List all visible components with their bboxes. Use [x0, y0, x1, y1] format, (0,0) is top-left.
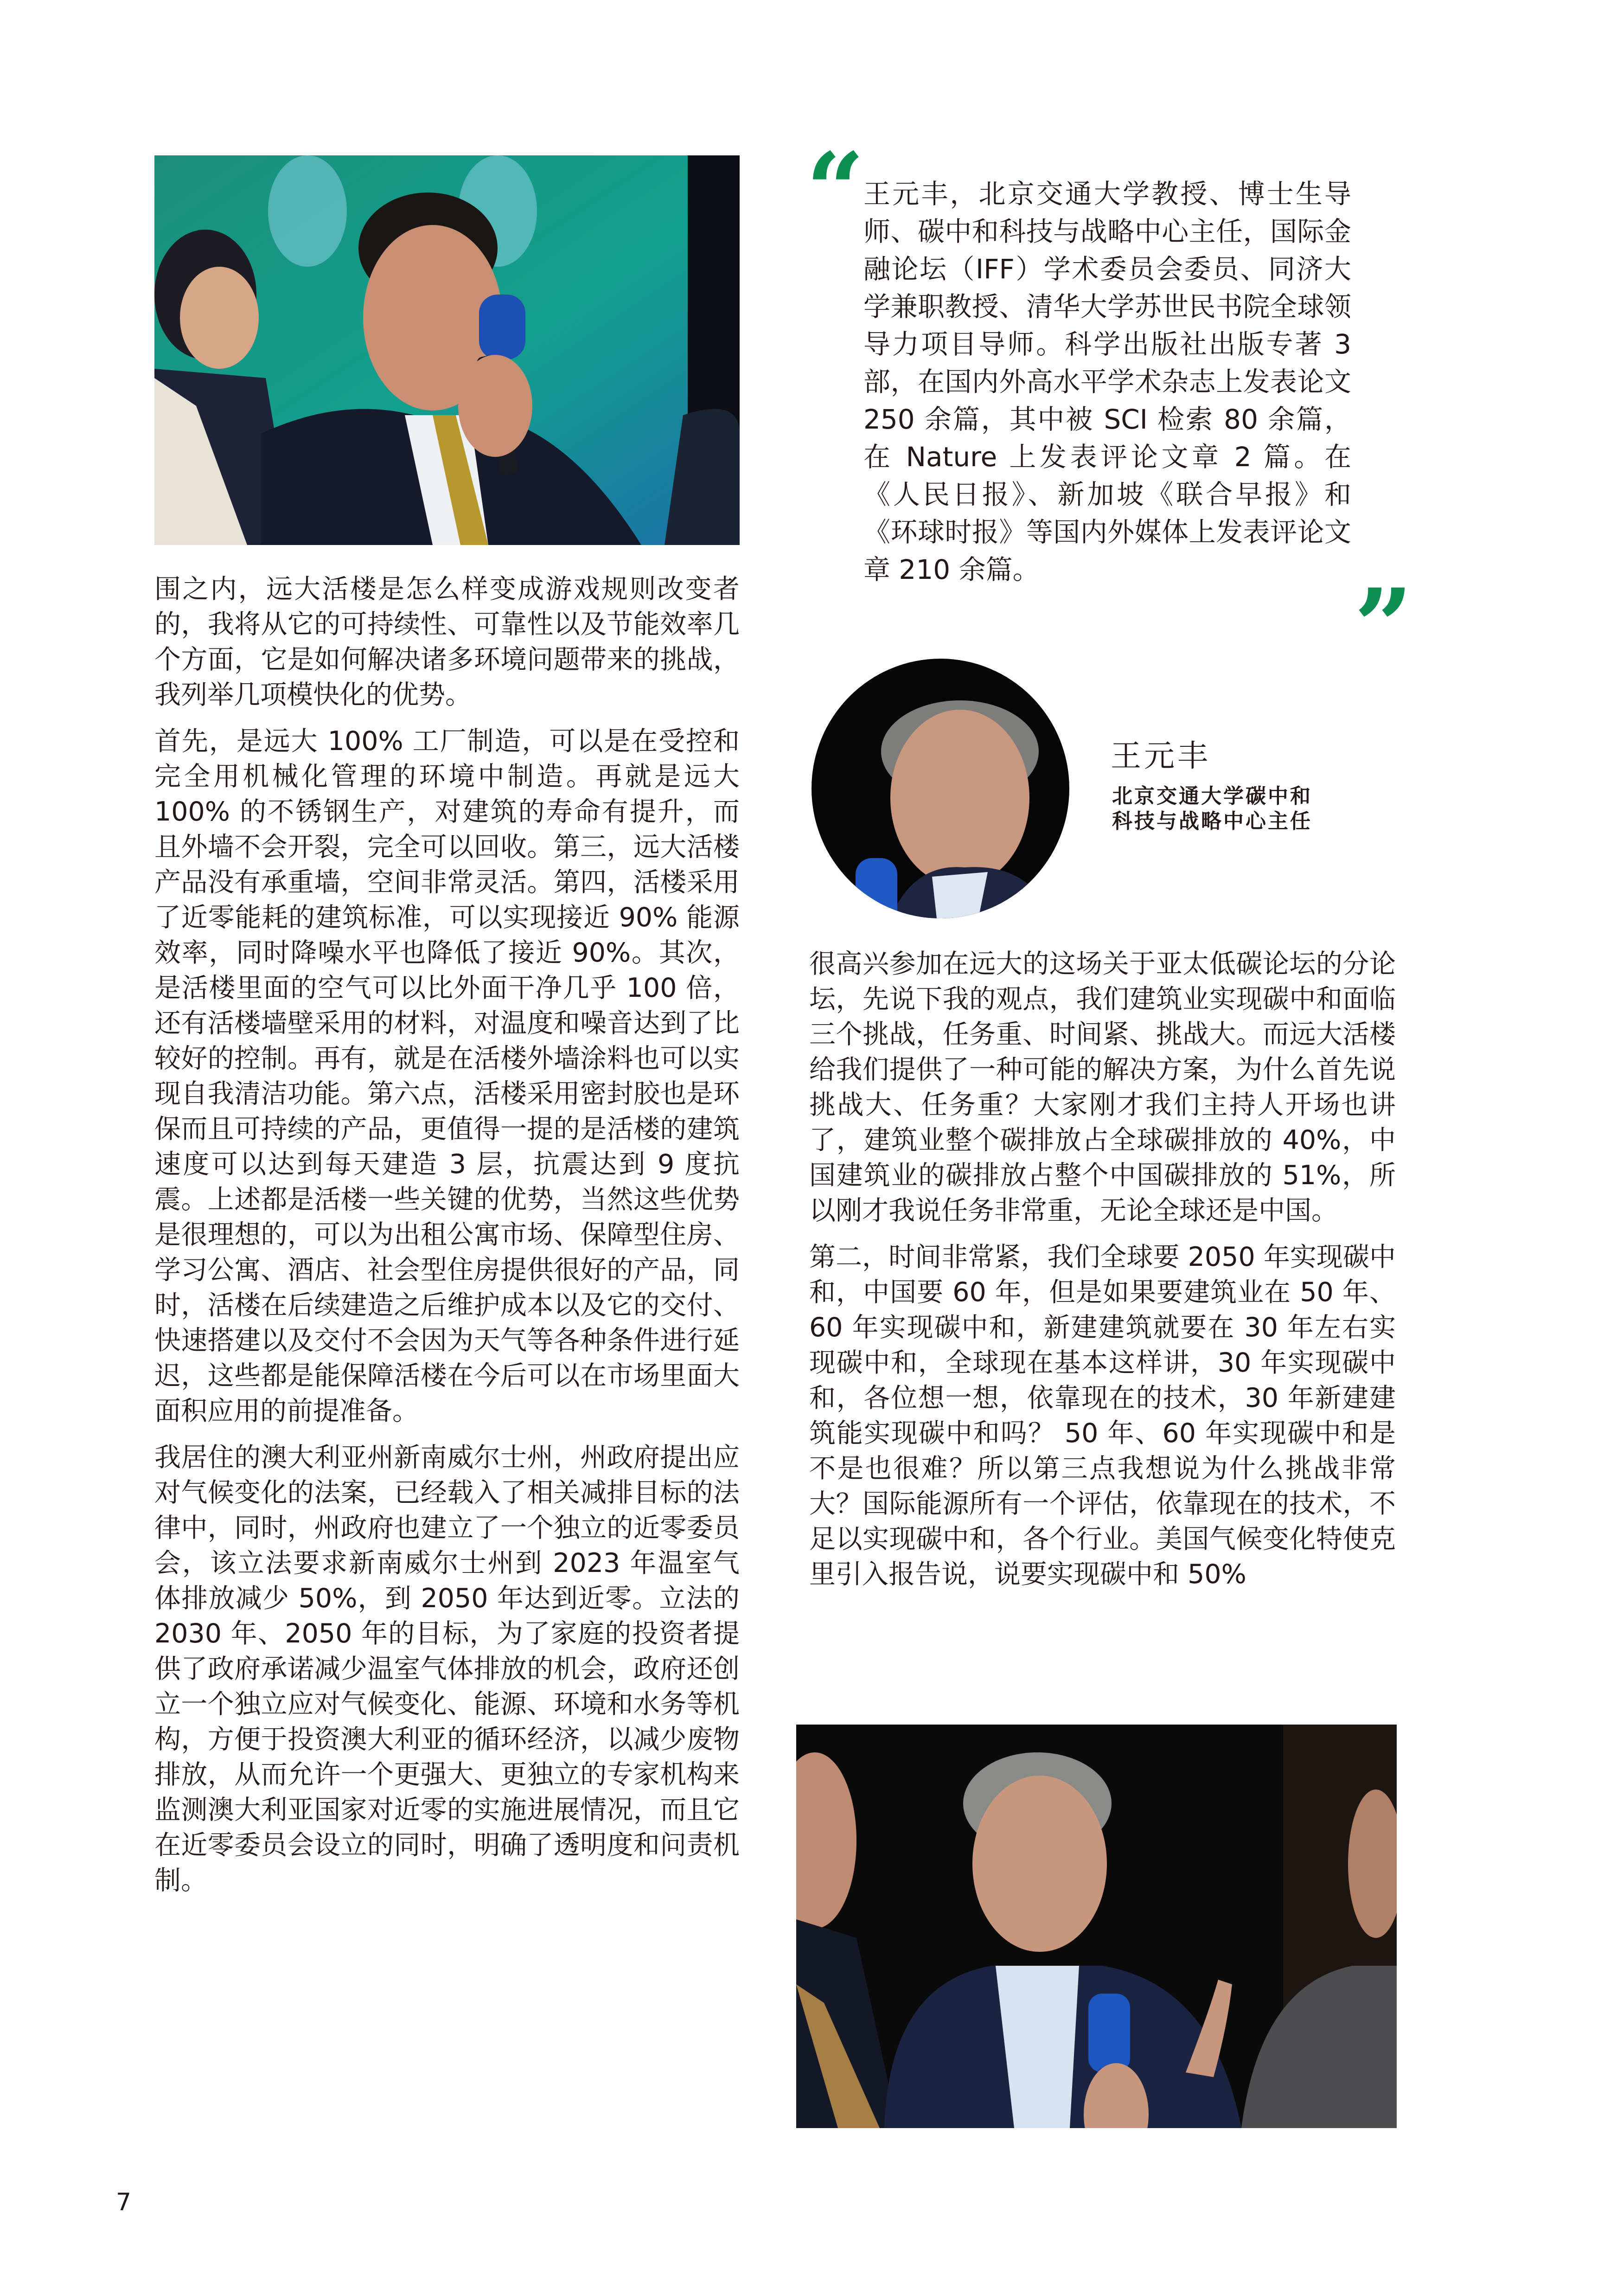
right-paragraph-2: 第二，时间非常紧，我们全球要 2050 年实现碳中和，中国要 60 年，但是如果要建筑业在 50 年、60 年实现碳中和，新建建筑就要在 30 年左右实现碳中和，全球现在基本这样讲，30 年实现碳中和，各位想一想，依靠现在的技术，30 年新建建筑能实现碳中和吗？ 50 年、60 年实现碳中和是不是也很难？所以第三点我想说为什么挑战非常大？国际能源所有一个评估，依靠现在的技术，不足以实现碳中和，各个行业。美国气候变化特使克里引入报告说，说要实现碳中和 50%: [809, 1242, 1396, 1590]
left-paragraph-3: 我居住的澳大利亚州新南威尔士州，州政府提出应对气候变化的法案，已经载入了相关减排目标的法律中，同时，州政府也建立了一个独立的近零委员会，该立法要求新南威尔士州到 2023 年温室气体排放减少 50%，到 2050 年达到近零。立法的 2030 年、2050 年的目标，为了家庭的投资者提供了政府承诺减少温室气体排放的机会，政府还创立一个独立应对气候变化、能源、环境和水务等机构，方便于投资澳大利亚的循环经济，以减少废物排放，从而允许一个更强大、更独立的专家机构来监测澳大利亚国家对近零的实施进展情况，而且它在近零委员会设立的同时，明确了透明度和问责机制。: [154, 1442, 740, 1896]
left-paragraph-2: 首先，是远大 100% 工厂制造，可以是在受控和完全用机械化管理的环境中制造。再就是远大 100% 的不锈钢生产，对建筑的寿命有提升，而且外墙不会开裂，完全可以回收。第三，远大活楼产品没有承重墙，空间非常灵活。第四，活楼采用了近零能耗的建筑标准，可以实现接近 90% 能源效率，同时降噪水平也降低了接近 90%。其次，是活楼里面的空气可以比外面干净几乎 100 倍，还有活楼墙壁采用的材料，对温度和噪音达到了比较好的控制。再有，就是在活楼外墙涂料也可以实现自我清洁功能。第六点，活楼采用密封胶也是环保而且可持续的产品，更值得一提的是活楼的建筑速度可以达到每天建造 3 层，抗震达到 9 度抗震。上述都是活楼一些关键的优势，当然这些优势是很理想的，可以为出租公寓市场、保障型住房、学习公寓、酒店、社会型住房提供很好的产品，同时，活楼在后续建造之后维护成本以及它的交付、快速搭建以及交付不会因为天气等各种条件进行延迟，这些都是能保障活楼在今后可以在市场里面大面积应用的前提准备。: [154, 726, 740, 1426]
speaker-photo-illustration: [154, 155, 740, 545]
bio-quote: 王元丰，北京交通大学教授、博士生导师、碳中和科技与战略中心主任，国际金融论坛（IFF）学术委员会委员、同济大学兼职教授、清华大学苏世民书院全球领导力项目导师。科学出版社出版专著 3 部，在国内外高水平学术杂志上发表论文 250 余篇，其中被 SCI 检索 80 余篇，在 Nature 上发表评论文章 2 篇。在《人民日报》、新加坡《联合早报》和《环球时报》等国内外媒体上发表评论文章 210 余篇。: [863, 178, 1351, 585]
speaker-title: [1112, 784, 1372, 834]
portrait-illustration: [812, 659, 1069, 918]
speaker-portrait: [812, 659, 1069, 918]
speaker-title-line-1: 北京交通大学碳中和: [1112, 784, 1312, 808]
left-column-article: [154, 571, 740, 1909]
right-paragraph-1: 很高兴参加在远大的这场关于亚太低碳论坛的分论坛，先说下我的观点，我们建筑业实现碳中和面临三个挑战，任务重、时间紧、挑战大。而远大活楼给我们提供了一种可能的解决方案，为什么首先说挑战大、任务重？大家刚才我们主持人开场也讲了，建筑业整个碳排放占全球碳排放的 40%，中国建筑业的碳排放占整个中国碳排放的 51%，所以刚才我说任务非常重，无论全球还是中国。: [809, 949, 1396, 1226]
left-paragraph-1: 围之内，远大活楼是怎么样变成游戏规则改变者的，我将从它的可持续性、可靠性以及节能效率几个方面，它是如何解决诸多环境问题带来的挑战，我列举几项模快化的优势。: [154, 574, 740, 710]
right-column-article: [809, 946, 1396, 1603]
close-quote-icon: ”: [1354, 566, 1413, 686]
speaker-photo-top: [154, 155, 740, 545]
open-quote-icon: “: [806, 130, 865, 250]
speaker-name: 王元丰: [1111, 738, 1211, 774]
speaker-photo-bottom-illustration: [796, 1725, 1397, 2128]
page-number: 7: [116, 2188, 132, 2216]
speaker-photo-bottom: [796, 1725, 1397, 2128]
speaker-title-line-2: 科技与战略中心主任: [1112, 809, 1312, 833]
